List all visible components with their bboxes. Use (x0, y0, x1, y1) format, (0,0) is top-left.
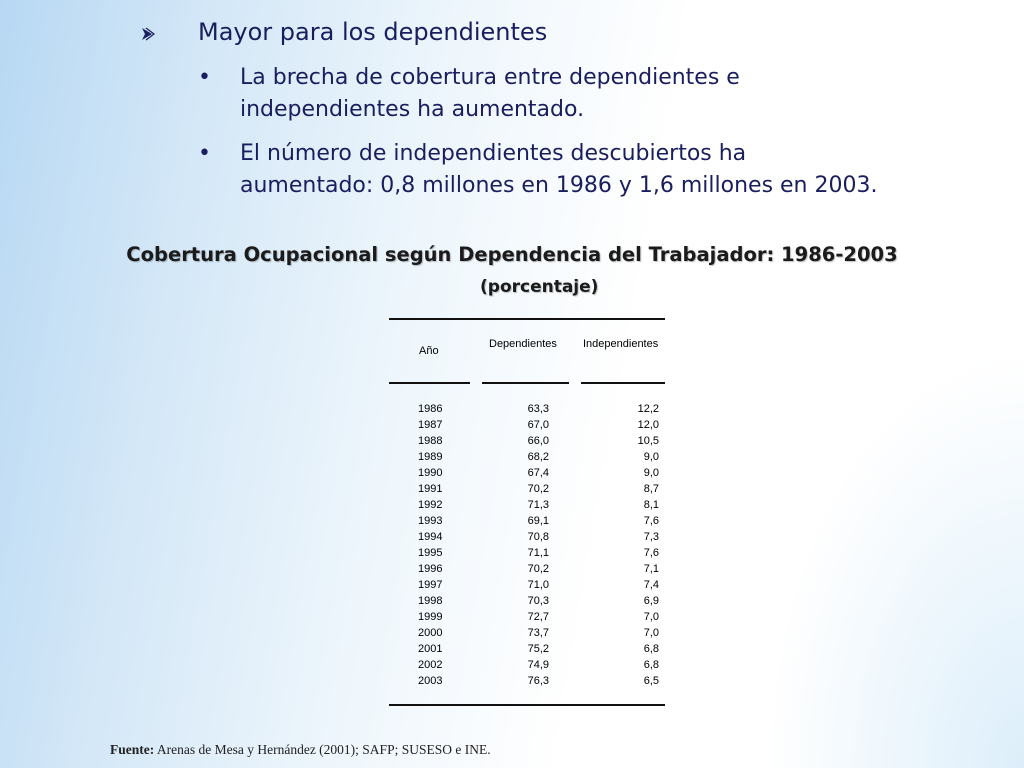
cell-year: 1988 (418, 435, 443, 447)
table-subtitle: (porcentaje) (480, 277, 599, 297)
cell-independientes: 6,8 (643, 659, 659, 671)
cell-year: 1997 (418, 579, 443, 591)
cell-dependientes: 70,3 (527, 595, 549, 607)
source-label: Fuente: (110, 742, 155, 757)
cell-dependientes: 73,7 (527, 627, 549, 639)
header-rule-dependientes (482, 382, 569, 384)
table-row (389, 482, 665, 498)
cell-year: 2000 (418, 627, 443, 639)
table-row (389, 562, 665, 578)
cell-year: 1995 (418, 547, 443, 559)
cell-independientes: 10,5 (637, 435, 659, 447)
table-row (389, 434, 665, 450)
table-row (389, 674, 665, 690)
cell-year: 1998 (418, 595, 443, 607)
source-text: Arenas de Mesa y Hernández (2001); SAFP; SUSESO e INE. (154, 742, 491, 757)
table-title: Cobertura Ocupacional según Dependencia del Trabajador: 1986-2003 (126, 243, 898, 266)
cell-independientes: 7,0 (643, 627, 659, 639)
cell-dependientes: 74,9 (527, 659, 549, 671)
cell-year: 1991 (418, 483, 443, 495)
table-row (389, 610, 665, 626)
cell-independientes: 9,0 (643, 467, 659, 479)
table-row (389, 546, 665, 562)
cell-dependientes: 71,0 (527, 579, 549, 591)
table-bottom-rule (389, 704, 665, 706)
cell-year: 1990 (418, 467, 443, 479)
table-row (389, 642, 665, 658)
cell-year: 1996 (418, 563, 443, 575)
cell-year: 1987 (418, 419, 443, 431)
cell-independientes: 12,0 (637, 419, 659, 431)
bullet-text: El número de independientes descubiertos ha aumentado: 0,8 millones en 1986 y 1,6 millones en 2003. (240, 141, 878, 198)
cell-independientes: 8,1 (643, 499, 659, 511)
table-row (389, 530, 665, 546)
cell-dependientes: 67,0 (527, 419, 549, 431)
cell-dependientes: 67,4 (527, 467, 549, 479)
table-row (389, 418, 665, 434)
header-rule-independientes (581, 382, 665, 384)
header-dependientes: Dependientes (489, 338, 557, 350)
cell-year: 1993 (418, 515, 443, 527)
header-year: Año (419, 345, 439, 357)
background-fade (764, 348, 1024, 768)
cell-dependientes: 70,2 (527, 563, 549, 575)
cell-dependientes: 70,2 (527, 483, 549, 495)
cell-dependientes: 71,1 (527, 547, 549, 559)
bullet-text: La brecha de cobertura entre dependientes e independientes ha aumentado. (240, 65, 740, 122)
cell-dependientes: 66,0 (527, 435, 549, 447)
cell-independientes: 6,5 (643, 675, 659, 687)
table-row (389, 578, 665, 594)
bullet-dot: • (198, 141, 211, 166)
arrow-bullet-icon (140, 26, 156, 42)
table-row (389, 402, 665, 418)
cell-independientes: 7,0 (643, 611, 659, 623)
table-row (389, 498, 665, 514)
cell-independientes: 7,4 (643, 579, 659, 591)
cell-independientes: 7,1 (643, 563, 659, 575)
cell-dependientes: 72,7 (527, 611, 549, 623)
cell-independientes: 7,6 (643, 515, 659, 527)
bullet-dot: • (198, 65, 211, 90)
table-body (389, 402, 665, 690)
bullet-item (198, 62, 880, 126)
slide-heading (140, 18, 547, 46)
coverage-table (389, 318, 665, 707)
cell-year: 1999 (418, 611, 443, 623)
cell-dependientes: 75,2 (527, 643, 549, 655)
cell-dependientes: 69,1 (527, 515, 549, 527)
heading-text: Mayor para los dependientes (198, 18, 548, 46)
cell-dependientes: 68,2 (527, 451, 549, 463)
cell-year: 1986 (418, 403, 443, 415)
cell-year: 1992 (418, 499, 443, 511)
table-row (389, 466, 665, 482)
cell-year: 1994 (418, 531, 443, 543)
table-row (389, 450, 665, 466)
bullet-item (198, 138, 880, 202)
cell-dependientes: 71,3 (527, 499, 549, 511)
cell-independientes: 8,7 (643, 483, 659, 495)
cell-dependientes: 63,3 (527, 403, 549, 415)
header-independientes: Independientes (583, 338, 659, 350)
header-rule-year (389, 382, 470, 384)
cell-independientes: 6,9 (643, 595, 659, 607)
cell-year: 1989 (418, 451, 443, 463)
cell-independientes: 9,0 (643, 451, 659, 463)
cell-year: 2003 (418, 675, 443, 687)
table-top-rule (389, 318, 665, 320)
table-row (389, 658, 665, 674)
cell-independientes: 6,8 (643, 643, 659, 655)
cell-year: 2001 (418, 643, 443, 655)
cell-dependientes: 70,8 (527, 531, 549, 543)
cell-independientes: 7,6 (643, 547, 659, 559)
table-row (389, 514, 665, 530)
cell-year: 2002 (418, 659, 443, 671)
cell-independientes: 12,2 (637, 403, 659, 415)
table-row (389, 626, 665, 642)
source-note (110, 742, 491, 758)
cell-independientes: 7,3 (643, 531, 659, 543)
table-row (389, 594, 665, 610)
cell-dependientes: 76,3 (527, 675, 549, 687)
